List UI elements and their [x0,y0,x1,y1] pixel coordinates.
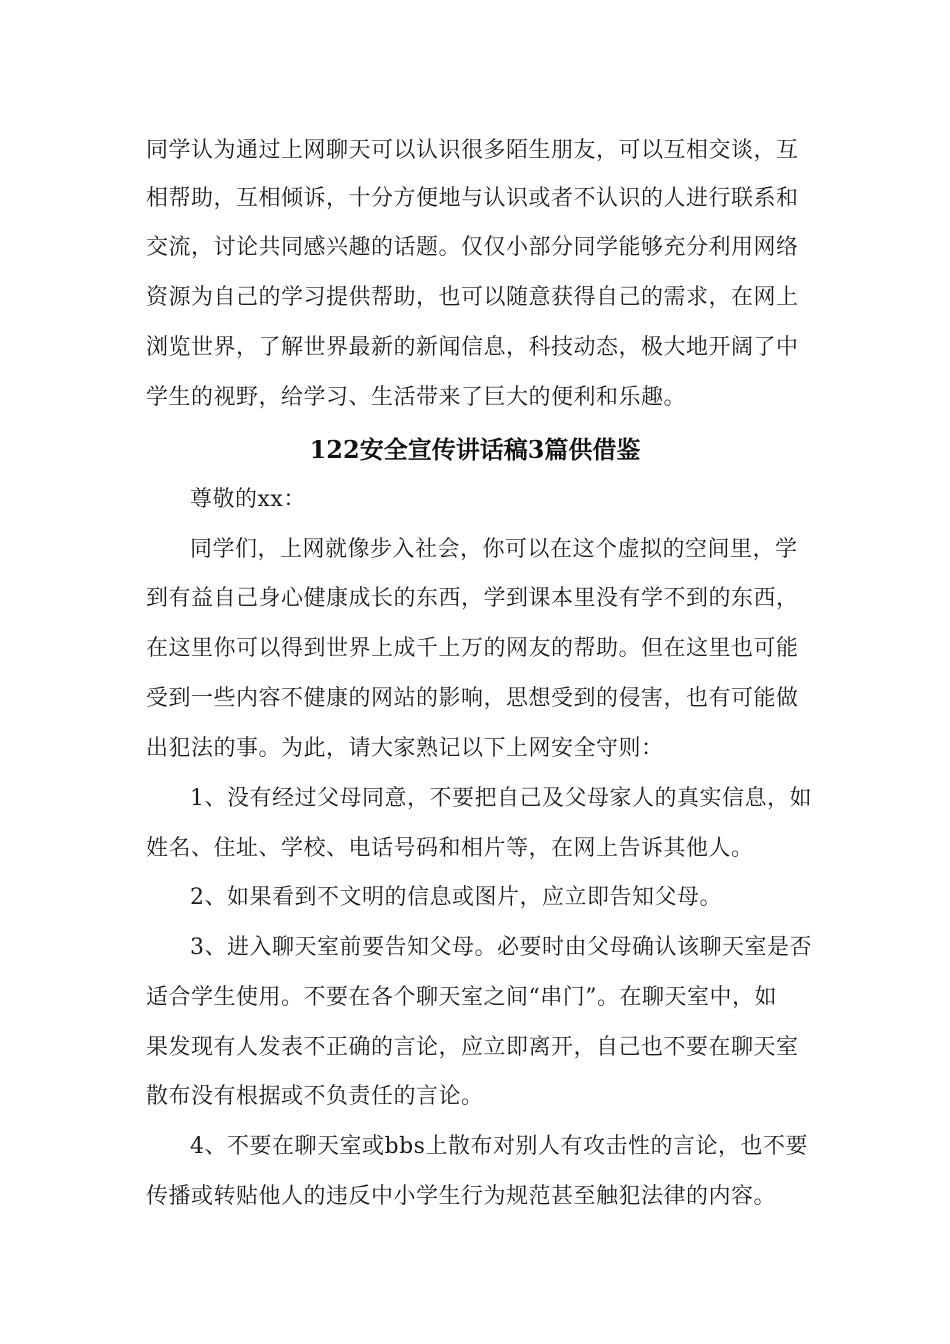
rule-1-line-2: 姓名、住址、学校、电话号码和相片等，在网上告诉其他人。 [146,836,754,861]
intro-line-2: 相帮助，互相倾诉，十分方便地与认识或者不认识的人进行联系和 [146,186,799,211]
rule-4-line-2: 传播或转贴他人的违反中小学生行为规范甚至触犯法律的内容。 [146,1184,777,1209]
rule-3-line-3: 果发现有人发表不正确的言论，应立即离开，自己也不要在聊天室 [146,1035,799,1060]
intro-line-5: 浏览世界，了解世界最新的新闻信息，科技动态，极大地开阔了中 [146,335,799,360]
body-line-3: 在这里你可以得到世界上成千上万的网友的帮助。但在这里也可能 [146,636,799,661]
rule-3-line-2: 适合学生使用。不要在各个聊天室之间“串门”。在聊天室中，如 [146,985,777,1010]
intro-line-3: 交流，讨论共同感兴趣的话题。仅仅小部分同学能够充分利用网络 [146,235,799,260]
body-line-1: 同学们，上网就像步入社会，你可以在这个虚拟的空间里，学 [190,537,798,562]
body-line-4: 受到一些内容不健康的网站的影响，思想受到的侵害，也有可能做 [146,686,799,711]
intro-line-6: 学生的视野，给学习、生活带来了巨大的便利和乐趣。 [146,385,687,410]
salutation: 尊敬的xx： [190,487,306,512]
document-title: 122安全宣传讲话稿3篇供借鉴 [309,435,641,464]
rule-3-line-4: 散布没有根据或不负责任的言论。 [146,1084,484,1109]
body-line-2: 到有益自己身心健康成长的东西，学到课本里没有学不到的东西， [146,586,799,611]
rule-2-line-1: 2、如果看到不文明的信息或图片，应立即告知父母。 [190,885,722,910]
intro-line-4: 资源为自己的学习提供帮助，也可以随意获得自己的需求，在网上 [146,285,799,310]
rule-1-line-1: 1、没有经过父母同意，不要把自己及父母家人的真实信息，如 [190,786,812,811]
intro-line-1: 同学认为通过上网聊天可以认识很多陌生朋友，可以互相交谈，互 [146,138,799,163]
rule-3-line-1: 3、进入聊天室前要告知父母。必要时由父母确认该聊天室是否 [190,935,812,960]
rule-4-line-1: 4、不要在聊天室或bbs上散布对别人有攻击性的言论，也不要 [190,1134,808,1159]
body-line-5: 出犯法的事。为此，请大家熟记以下上网安全守则： [146,736,664,761]
